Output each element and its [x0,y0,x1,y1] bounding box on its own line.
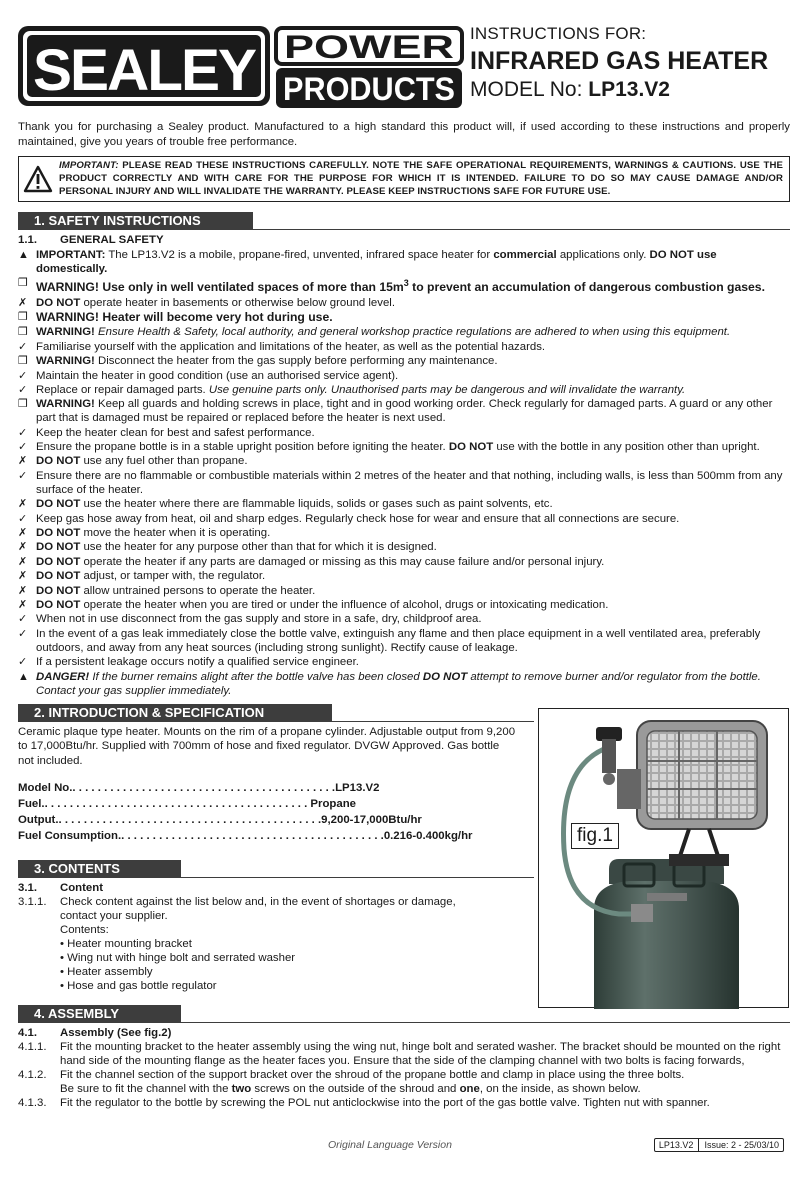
subsection-1-1: 1.1. GENERAL SAFETY [18,234,164,246]
safety-item: ✓ In the event of a gas leak immediately close the bottle valve, extinguish any flame and then place equipment in a well ventilated area, preferably outdoors, and away from any heat sources (including strong sunlight). Rectify cause of leakage. [18,627,761,654]
safety-item: ▲ DANGER! If the burner remains alight after the bottle valve has been closed DO NOT attempt to remove burner and/or regulator from the bottle. Contact your gas supplier immediately. [18,670,761,697]
safety-item: ▲ IMPORTANT: The LP13.V2 is a mobile, propane-fired, unvented, infrared space heater for commercial applications only. DO NOT use domestically. [18,249,717,275]
bullet-icon: ✗ [18,541,28,554]
section-3-title: 3. CONTENTS [18,860,181,878]
bullet-icon: ❒ [18,326,28,339]
bullet-icon: ✗ [18,570,28,583]
bullet-icon: ❒ [18,398,28,411]
bullet-icon: ▲ [18,249,29,261]
bullet-icon: ✗ [18,455,28,468]
contents-block: 3.1. Content 3.1.1. Check content against the list below and, in the event of shortages or damage, contact your supplier. Contents: • Heater mounting bracket • Wing nut with hinge bolt and serrated washer • Heater assembly • Hose and gas bottle regulator [18,881,518,993]
original-language: Original Language Version [328,1139,452,1151]
bullet-icon: ❒ [18,310,28,323]
safety-item: ✗ DO NOT operate the heater if any parts are damaged or missing as this may cause failure and/or personal injury. [18,555,605,568]
safety-item: ✗ DO NOT use the heater where there are flammable liquids, solids or gases such as paint solvents, etc. [18,498,553,511]
spec-row: Model No. . . . . . . . . . . . . . . . . . . . . . . . . . . . . . . . . . . . . . . . . . . LP13.V2 [18,782,380,795]
logo-sealey-text: SEALEY [33,38,257,103]
section-2-title: 2. INTRODUCTION & SPECIFICATION [18,704,332,722]
bullet-icon: ✗ [18,555,28,568]
contents-item: • Wing nut with hinge bolt and serrated washer [60,952,296,965]
heater-illustration [539,709,790,1009]
logo-power-text: POWER [284,29,454,65]
important-text: IMPORTANT: PLEASE READ THESE INSTRUCTIONS CAREFULLY. NOTE THE SAFE OPERATIONAL REQUIREMENTS, WARNINGS & CAUTIONS. USE THE PRODUCT CORRECTLY AND WITH CARE FOR THE PURPOSE FOR WHICH IT IS INTENDED. FAILURE TO DO SO MAY CAUSE DAMAGE AND/OR PERSONAL INJURY AND WILL INVALIDATE THE WARRANTY. PLEASE KEEP INSTRUCTIONS SAFE FOR FUTURE USE. [59,160,783,197]
bullet-icon: ✓ [18,613,28,626]
bullet-icon: ✗ [18,296,28,309]
figure-label: fig.1 [571,823,619,849]
bullet-icon: ✓ [18,369,28,382]
assembly-step: 4.1.1. Fit the mounting bracket to the heater assembly using the wing nut, hinge bolt and serated washer. The bracket should be mounted on the right hand side of the mounting flange as the heater faces you. Ensure that the side of the clamping channel with two bolts is facing forwards, [18,1041,781,1068]
spec-and-figure [18,704,790,994]
product-title: INFRARED GAS HEATER [470,47,769,75]
safety-item: ✓ When not in use disconnect from the gas supply and store in a safe, dry, childproof area. [18,613,482,626]
spec-description: Ceramic plaque type heater. Mounts on the rim of a propane cylinder. Adjustable output from 9,200 to 17,000Btu/hr. Supplied with 700mm of hose and fixed regulator. DVGW Approved. Gas bottle not included. [18,725,516,767]
model-number: LP13.V2 [588,78,670,101]
safety-item: ✓ Familiarise yourself with the application and limitations of the heater, as well as the potential hazards. [18,340,546,353]
safety-item: ✗ DO NOT adjust, or tamper with, the regulator. [18,570,266,583]
safety-item: ❒ WARNING! Ensure Health & Safety, local authority, and general workshop practice regulations are adhered to when using this equipment. [18,326,731,339]
contents-item: • Hose and gas bottle regulator [60,980,217,993]
assembly-steps [18,1040,790,1110]
safety-item: ✓ Keep the heater clean for best and safest performance. [18,426,315,439]
safety-item: ✓ Keep gas hose away from heat, oil and sharp edges. Regularly check hose for wear and ensure that all connections are secure. [18,512,680,525]
model-line: MODEL No: LP13.V2 [470,78,670,101]
safety-item: ✗ DO NOT use any fuel other than propane. [18,455,248,468]
bullet-icon: ✗ [18,498,28,511]
section-4-title: 4. ASSEMBLY [18,1005,181,1023]
safety-item: ✓ If a persistent leakage occurs notify a qualified service engineer. [18,656,359,669]
bullet-icon: ✓ [18,469,28,482]
safety-item: ❒ WARNING! Use only in well ventilated spaces of more than $15m^3$ to prevent an accumulation of dangerous combustion gases. [18,277,765,295]
assembly-step: 4.1.3. Fit the regulator to the bottle by screwing the POL nut anticlockwise into the port of the gas bottle valve. Tighten nut with spanner. [18,1097,710,1110]
assembly-step: 4.1.2. Fit the channel section of the support bracket over the shroud of the propane bottle and clamp in place using the three bolts. Be sure to fit the channel with the two screws on the outside of the shroud and one, on the inside, as shown below. [18,1069,685,1096]
safety-list [18,248,790,698]
title-block [470,24,800,103]
spec-row: Fuel Consumption. . . . . . . . . . . . . . . . . . . . . . . . . . . . . . . . . . . . . . . . . . . 0.216-0.400kg/hr [18,830,473,843]
bullet-icon: ✓ [18,383,28,396]
intro-paragraph: Thank you for purchasing a Sealey product. Manufactured to a high standard this product will, if used according to these instructions and properly maintained, give you years of trouble free performance. [18,121,790,148]
warning-triangle-icon [23,165,53,193]
section-1-header [18,212,790,230]
contents-item: • Heater assembly [60,966,153,979]
section-2-header [18,704,518,722]
instructions-for: INSTRUCTIONS FOR: [470,24,647,43]
contents-subtitle: Content [60,882,104,895]
bullet-icon: ✗ [18,527,28,540]
bullet-icon: ✗ [18,584,28,597]
safety-item: ✗ DO NOT allow untrained persons to operate the heater. [18,584,316,597]
bullet-icon: ❒ [18,355,28,368]
safety-item: ✓ Maintain the heater in good condition (use an authorised service agent). [18,369,399,382]
footer [18,1138,790,1154]
safety-item: ❒ WARNING! Keep all guards and holding screws in place, tight and in good working order. Check regularly for damaged parts. A guard or any other part that is damaged must be repaired or replaced before the heater is next used. [18,398,773,425]
subsection-4-1: 4.1. Assembly (See fig.2) [18,1027,172,1040]
bullet-icon: ✗ [18,599,28,611]
issue-badge: LP13.V2 Issue: 2 - 25/03/10 [654,1138,784,1152]
safety-item: ✗ DO NOT use the heater for any purpose other than that for which it is designed. [18,541,437,554]
contents-item: • Heater mounting bracket [60,938,192,951]
safety-item: ✓ Ensure the propane bottle is in a stable upright position before igniting the heater. DO NOT use with the bottle in any position other than upright. [18,441,760,454]
figure-1 [538,708,789,1008]
logo-products-text: PRODUCTS [283,71,455,107]
bullet-icon: ✓ [18,426,28,439]
bullet-icon: ✓ [18,656,28,669]
header [18,14,790,112]
safety-item: ✗ DO NOT operate heater in basements or otherwise below ground level. [18,296,395,309]
safety-item: ❒ WARNING! Heater will become very hot during use. [18,309,333,324]
important-notice [18,156,790,202]
safety-item: ✓ Replace or repair damaged parts. Use genuine parts only. Unauthorised parts may be dangerous and will invalidate the warranty. [18,383,686,396]
bullet-icon: ▲ [18,670,29,683]
bullet-icon: ✓ [18,627,28,640]
spec-row: Fuel. . . . . . . . . . . . . . . . . . . . . . . . . . . . . . . . . . . . . . . . . . . Propane [18,798,356,811]
bullet-icon: ✓ [18,512,28,525]
section-4-header [18,1005,790,1023]
safety-item: ✓ Ensure there are no flammable or combustible materials within 2 metres of the heater and that nothing, including walls, is less than 500mm from any surface of the heater. [18,469,783,496]
safety-item: ✗ DO NOT move the heater when it is operating. [18,527,271,540]
instruction-page [18,14,790,1164]
section-3-header [18,860,518,878]
bullet-icon: ✓ [18,441,28,454]
bullet-icon: ✓ [18,340,28,353]
safety-item: ✗ DO NOT operate the heater when you are tired or under the influence of alcohol, drugs or intoxicating medication. [18,599,609,611]
contents-check-text: Check content against the list below and, in the event of shortages or damage, contact your supplier. [60,896,456,923]
safety-item: ❒ WARNING! Disconnect the heater from the gas supply before performing any maintenance. [18,355,498,368]
sealey-power-products-logo [18,20,466,112]
spec-row: Output. . . . . . . . . . . . . . . . . . . . . . . . . . . . . . . . . . . . . . . . . . . 9,200-17,000Btu/hr [18,814,422,827]
bullet-icon: ❒ [18,277,28,290]
section-1-title: 1. SAFETY INSTRUCTIONS [18,212,253,230]
spec-table [18,780,473,844]
